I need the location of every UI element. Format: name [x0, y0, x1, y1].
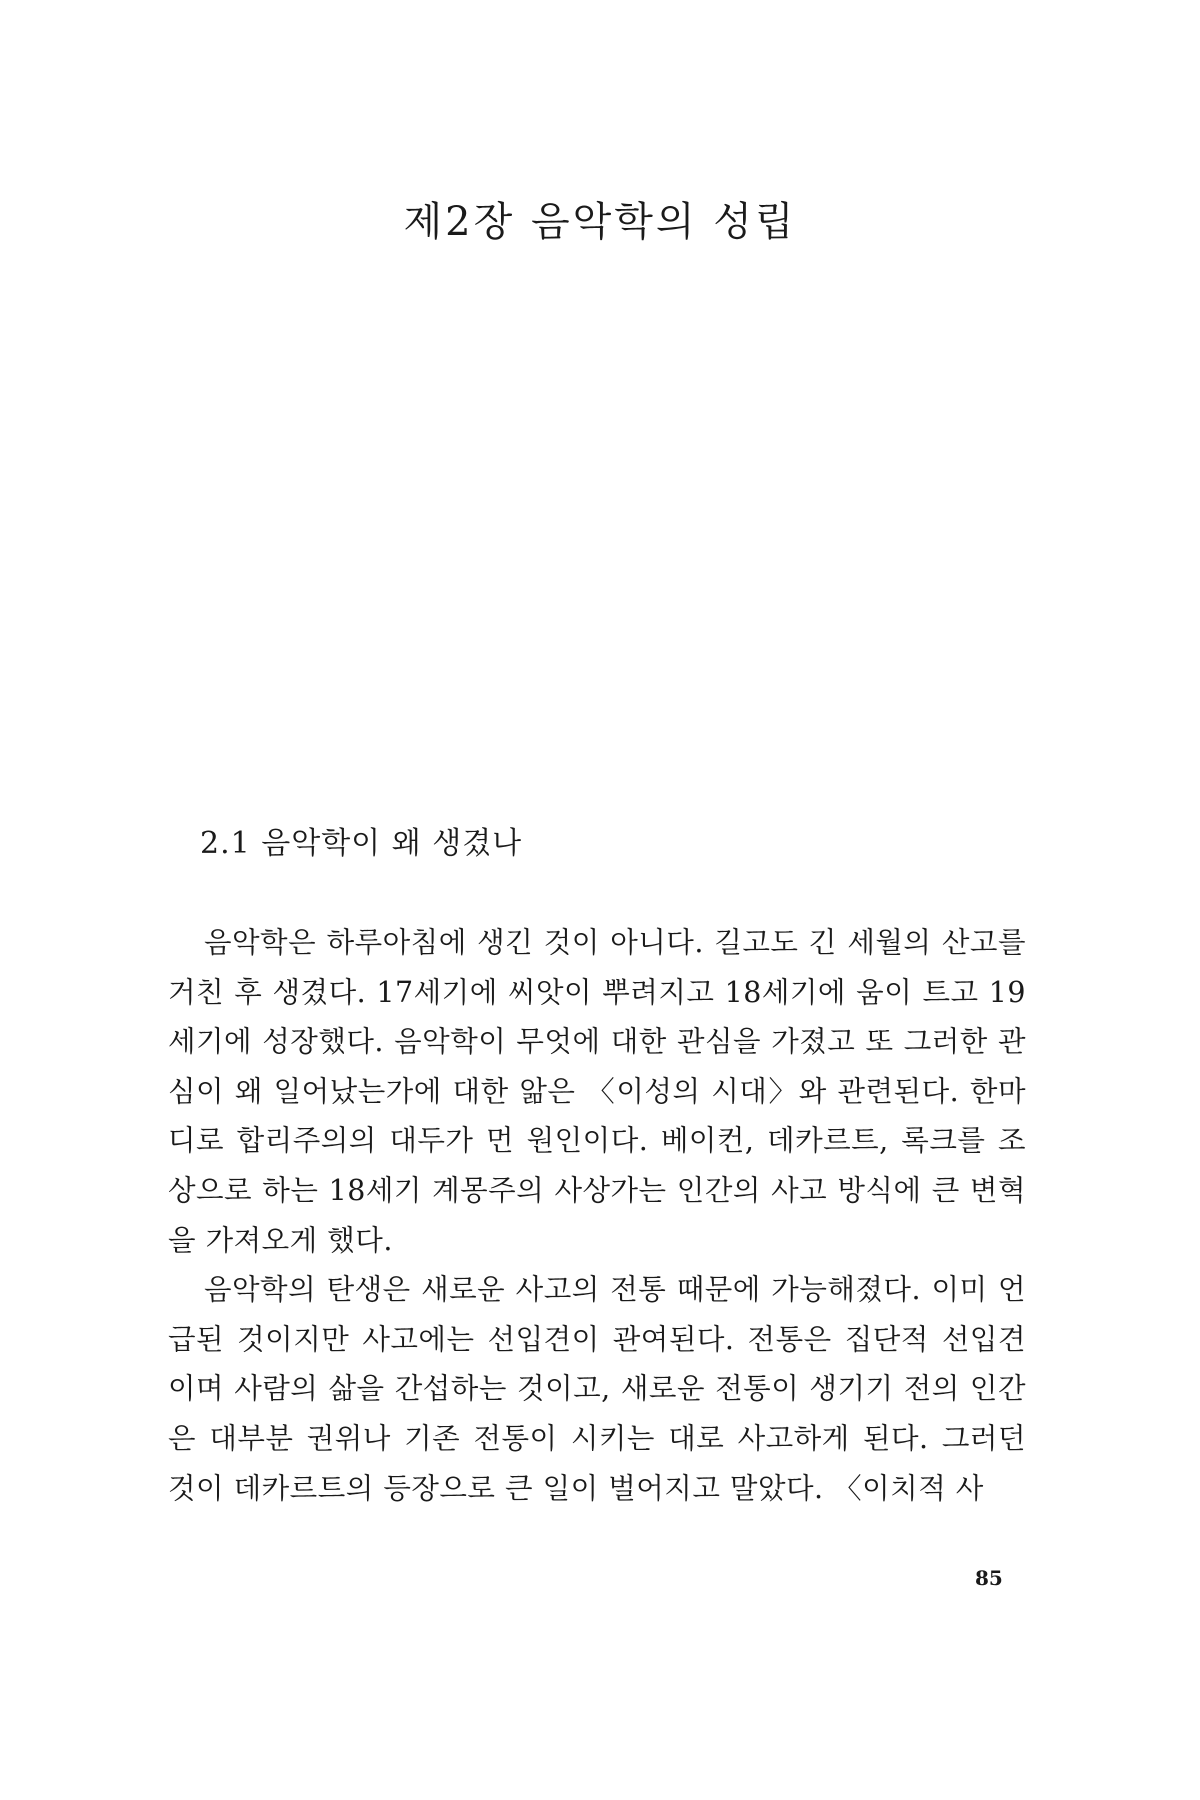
section-heading: 2.1 음악학이 왜 생겼나 [200, 826, 523, 861]
paragraph: 음악학은 하루아침에 생긴 것이 아니다. 길고도 긴 세월의 산고를 거친 후 생겼다. 17세기에 씨앗이 뿌려지고 18세기에 움이 트고 19세기에 성장했다. 음악학이 무엇에 대한 관심을 가졌고 또 그러한 관심이 왜 일어났는가에 대한 앎은 〈이성의 시대〉와 관련된다. 한마디로 합리주의의 대두가 먼 원인이다. 베이컨, 데카르트, 록크를 조상으로 하는 18세기 계몽주의 사상가는 인간의 사고 방식에 큰 변혁을 가져오게 했다. [168, 926, 1026, 1257]
paragraph: 음악학의 탄생은 새로운 사고의 전통 때문에 가능해졌다. 이미 언급된 것이지만 사고에는 선입견이 관여된다. 전통은 집단적 선입견이며 사람의 삶을 간섭하는 것이고, 새로운 전통이 생기기 전의 인간은 대부분 권위나 기존 전통이 시키는 대로 사고하게 된다. 그러던 것이 데카르트의 등장으로 큰 일이 벌어지고 말았다. 〈이치적 사 [168, 1273, 1026, 1505]
body-text [168, 918, 1026, 1513]
chapter-title: 제2장 음악학의 성립 [403, 199, 797, 245]
page-number: 85 [975, 1566, 1003, 1590]
